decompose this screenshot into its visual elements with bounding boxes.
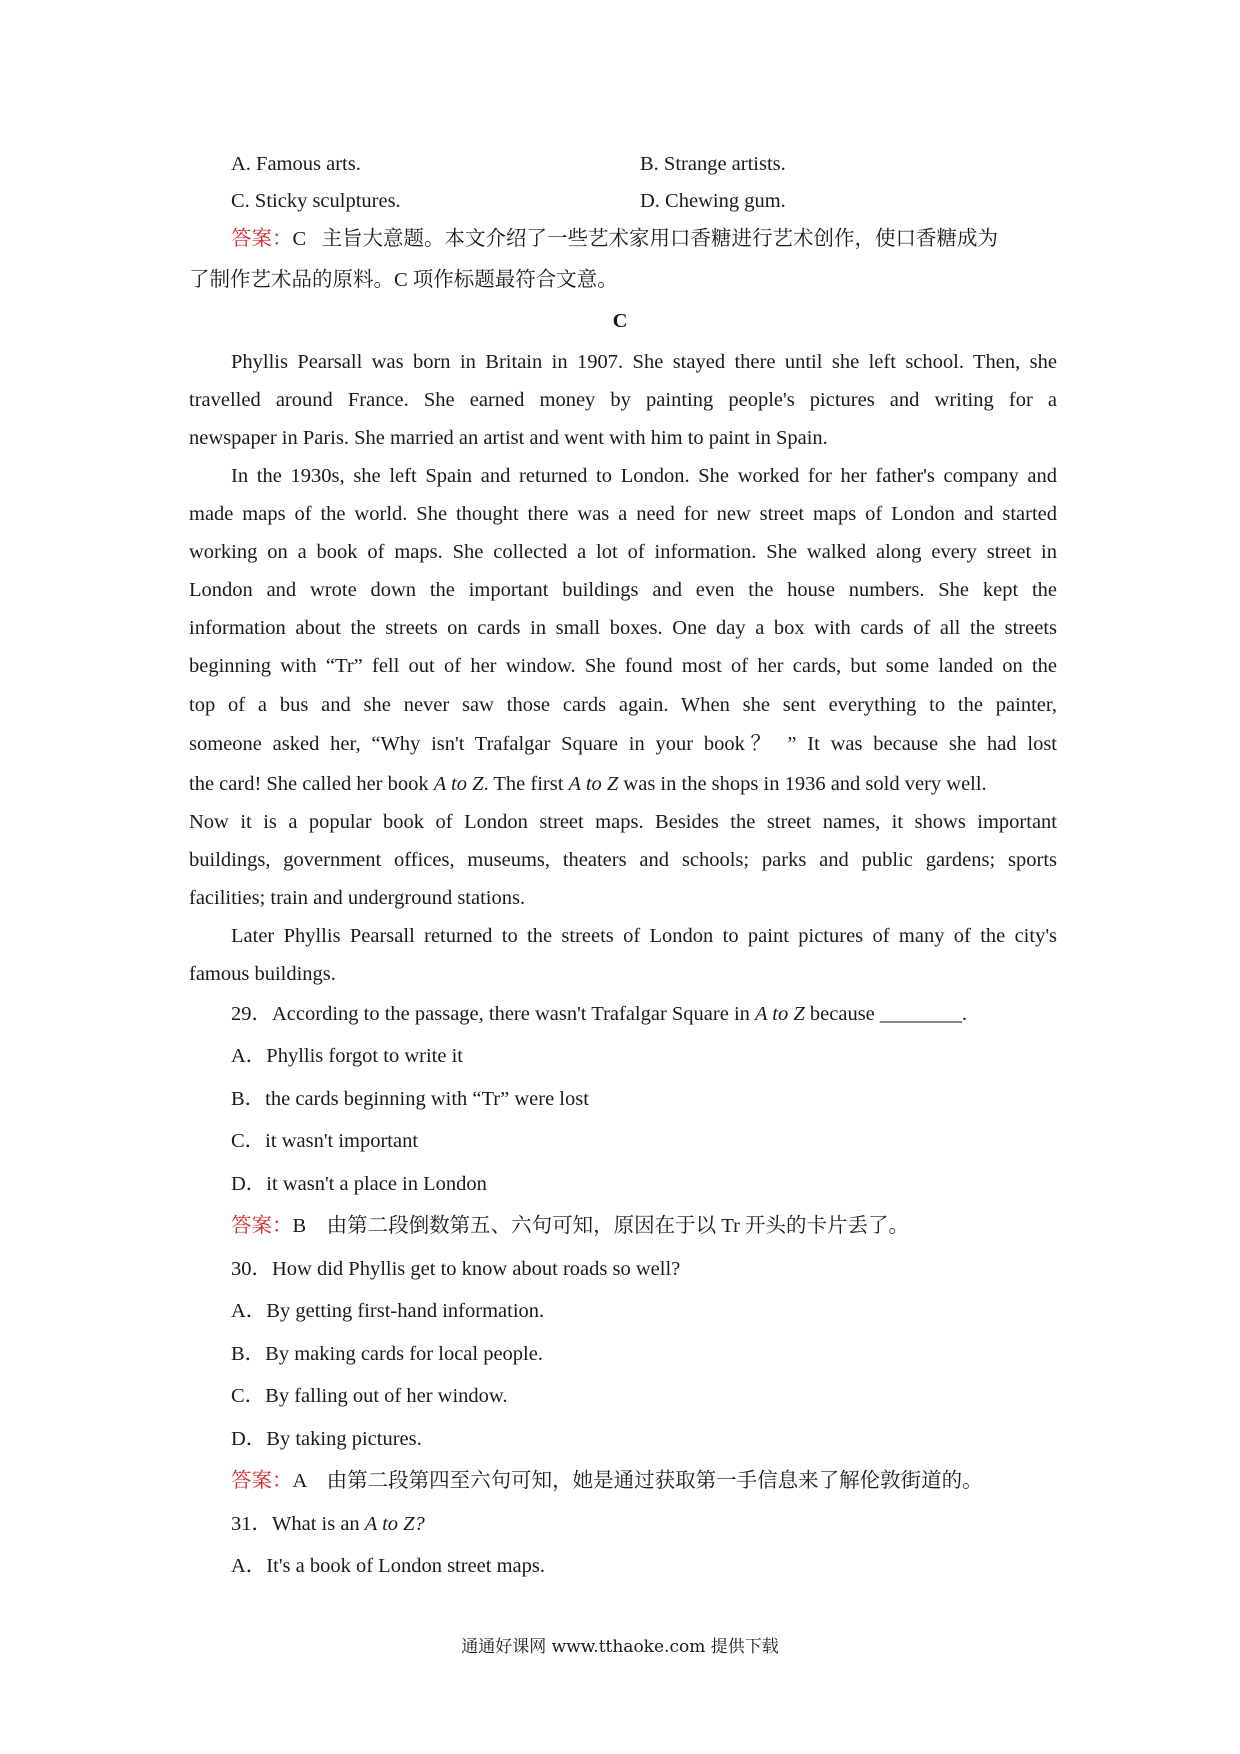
passage-line: information about the streets on cards in small boxes. One day a box with cards of all the streets: [189, 617, 1057, 639]
question-31-stem: 31．What is an A to Z?: [231, 1513, 425, 1535]
question-29-option-a: A．Phyllis forgot to write it: [231, 1045, 463, 1067]
question-30-option-a: A．By getting first-hand information.: [231, 1300, 545, 1322]
answer-label: 答案：: [231, 228, 293, 250]
answer-28-line2: 了制作艺术品的原料。C 项作标题最符合文意。: [189, 269, 618, 291]
passage-line: Now it is a popular book of London street maps. Besides the street names, it shows important: [189, 811, 1057, 833]
section-heading: C: [612, 310, 628, 332]
question-30-option-b: B．By making cards for local people.: [231, 1343, 543, 1365]
book-title: A to Z: [433, 773, 484, 795]
passage-line: In the 1930s, she left Spain and returned to London. She worked for her father's company and: [231, 465, 1057, 487]
passage-line: beginning with “Tr” fell out of her window. She found most of her cards, but some landed on the: [189, 655, 1057, 677]
passage-line: buildings, government offices, museums, theaters and schools; parks and public gardens; sports: [189, 849, 1057, 871]
passage-line: the card! She called her book A to Z. The first A to Z was in the shops in 1936 and sold very well.: [189, 773, 987, 795]
question-30-option-d: D．By taking pictures.: [231, 1428, 422, 1450]
passage-line: facilities; train and underground stations.: [189, 887, 526, 909]
option-d: D. Chewing gum.: [640, 190, 786, 212]
question-29-option-d: D．it wasn't a place in London: [231, 1173, 487, 1195]
question-29-stem: 29．According to the passage, there wasn't Trafalgar Square in A to Z because ________.: [231, 1003, 968, 1025]
question-31-option-a: A．It's a book of London street maps.: [231, 1555, 545, 1577]
question-30-stem: 30．How did Phyllis get to know about roads so well?: [231, 1258, 681, 1280]
passage-line: top of a bus and she never saw those cards again. When she sent everything to the painter,: [189, 694, 1057, 716]
passage-line: Phyllis Pearsall was born in Britain in 1907. She stayed there until she left school. Then, she: [231, 351, 1057, 373]
question-29-option-b: B．the cards beginning with “Tr” were lost: [231, 1088, 589, 1110]
option-b: B. Strange artists.: [640, 153, 786, 175]
passage-line: newspaper in Paris. She married an artist and went with him to paint in Spain.: [189, 427, 828, 449]
book-title: A to Z: [568, 773, 619, 795]
option-c: C. Sticky sculptures.: [231, 190, 401, 212]
answer-explanation: 主旨大意题。本文介绍了一些艺术家用口香糖进行艺术创作，使口香糖成为: [321, 228, 999, 250]
passage-line: famous buildings.: [189, 963, 336, 985]
passage-line: London and wrote down the important buildings and even the house numbers. She kept the: [189, 579, 1057, 601]
question-29-option-c: C．it wasn't important: [231, 1130, 419, 1152]
question-29-answer: 答案：B 由第二段倒数第五、六句可知，原因在于以 Tr 开头的卡片丢了。: [231, 1215, 910, 1237]
passage-line: Later Phyllis Pearsall returned to the streets of London to paint pictures of many of the city's: [231, 925, 1057, 947]
answer-letter: C: [292, 228, 307, 250]
option-a: A. Famous arts.: [231, 153, 361, 175]
passage-line: made maps of the world. She thought there was a need for new street maps of London and started: [189, 503, 1057, 525]
question-30-option-c: C．By falling out of her window.: [231, 1385, 508, 1407]
answer-28-line1: [231, 225, 998, 253]
passage-line: travelled around France. She earned money by painting people's pictures and writing for a: [189, 389, 1057, 411]
passage-line: working on a book of maps. She collected a lot of information. She walked along every street in: [189, 541, 1057, 563]
page-footer: 通通好课网 www.tthaoke.com 提供下载: [461, 1637, 779, 1657]
passage-line: someone asked her, “Why isn't Trafalgar Square in your book？ ” It was because she had lost: [189, 733, 1057, 755]
question-30-answer: 答案：A 由第二段第四至六句可知，她是通过获取第一手信息来了解伦敦街道的。: [231, 1470, 983, 1492]
